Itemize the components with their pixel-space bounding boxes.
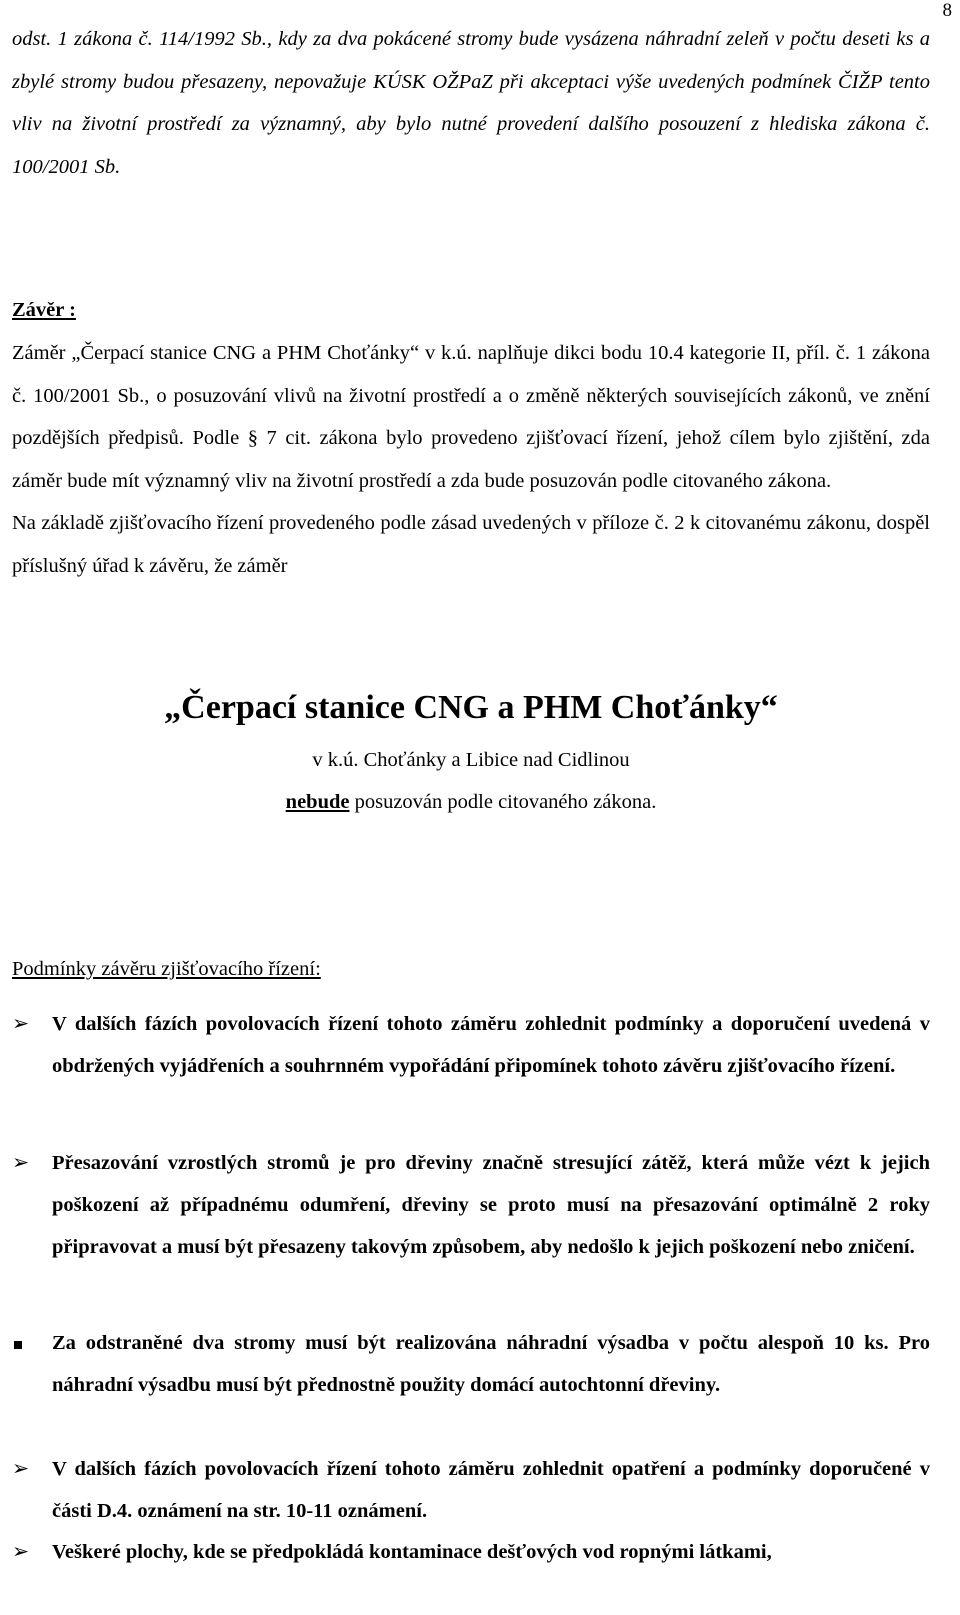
conclusion-body [12,332,930,587]
arrow-bullet-icon: ➢ [12,1013,30,1035]
arrow-bullet-icon: ➢ [12,1458,30,1480]
condition-text: V dalších fázích povolovacích řízení tohoto záměru zohlednit podmínky a doporučení uvedená v obdržených vyjádřeních a souhrnném vypořádání připomínek tohoto závěru zjišťovacího řízení. [52,1013,930,1077]
arrow-bullet-icon: ➢ [12,1541,30,1563]
condition-text: Za odstraněné dva stromy musí být realizována náhradní výsadba v počtu alespoň 10 ks. Pro náhradní výsadbu musí být přednostně použity domácí autochtonní dřeviny. [52,1332,930,1396]
square-bullet-icon [12,1322,42,1364]
verdict-word: nebude [285,791,350,813]
project-location: v k.ú. Choťánky a Libice nad Cidlinou [312,749,630,771]
condition-text: V dalších fázích povolovacích řízení tohoto záměru zohlednit opatření a podmínky doporučené v části D.4. oznámení na str. 10-11 oznámení. [52,1458,930,1522]
project-title: „Čerpací stanice CNG a PHM Choťánky“ [164,689,778,726]
intro-paragraph: odst. 1 zákona č. 114/1992 Sb., kdy za dva pokácené stromy bude vysázena náhradní zeleň v počtu deseti ks a zbylé stromy budou přesazeny, nepovažuje KÚSK OŽPaZ při akceptaci výše uvedených podmínek ČIŽP tento vliv na životní prostředí za významný, aby bylo nutné provedení dalšího posouzení z hlediska zákona č. 100/2001 Sb. [12,28,930,178]
condition-text: Veškeré plochy, kde se předpokládá kontaminace dešťových vod ropnými látkami, [52,1541,772,1563]
page-number: 8 [942,0,952,21]
conclusion-paragraph-1: Záměr „Čerpací stanice CNG a PHM Choťánky“ v k.ú. naplňuje dikci bodu 10.4 kategorie II, příl. č. 1 zákona č. 100/2001 Sb., o posuzování vlivů na životní prostředí a o změně některých souvisejících zákonů, ve znění pozdějších předpisů. Podle § 7 cit. zákona bylo provedeno zjišťovací řízení, jehož cílem bylo zjištění, zda záměr bude mít významný vliv na životní prostředí a zda bude posuzován podle citovaného zákona. [12,342,930,492]
verdict-line [12,782,930,822]
verdict-rest: posuzován podle citovaného zákona. [349,791,657,813]
conclusion-paragraph-2: Na základě zjišťovacího řízení provedeného podle zásad uvedených v příloze č. 2 k citovanému zákonu, dospěl příslušný úřad k závěru, že záměr [12,512,930,577]
arrow-bullet-icon: ➢ [12,1152,30,1174]
condition-text: Přesazování vzrostlých stromů je pro dřeviny značně stresující zátěž, která může vézt k jejich poškození až případnému odumření, dřeviny se proto musí na přesazování optimálně 2 roky připravovat a musí být přesazeny takovým způsobem, aby nedošlo k jejich poškození nebo zničení. [52,1152,930,1258]
conditions-heading: Podmínky závěru zjišťovacího řízení: [12,958,321,980]
conclusion-heading: Závěr : [12,299,76,321]
